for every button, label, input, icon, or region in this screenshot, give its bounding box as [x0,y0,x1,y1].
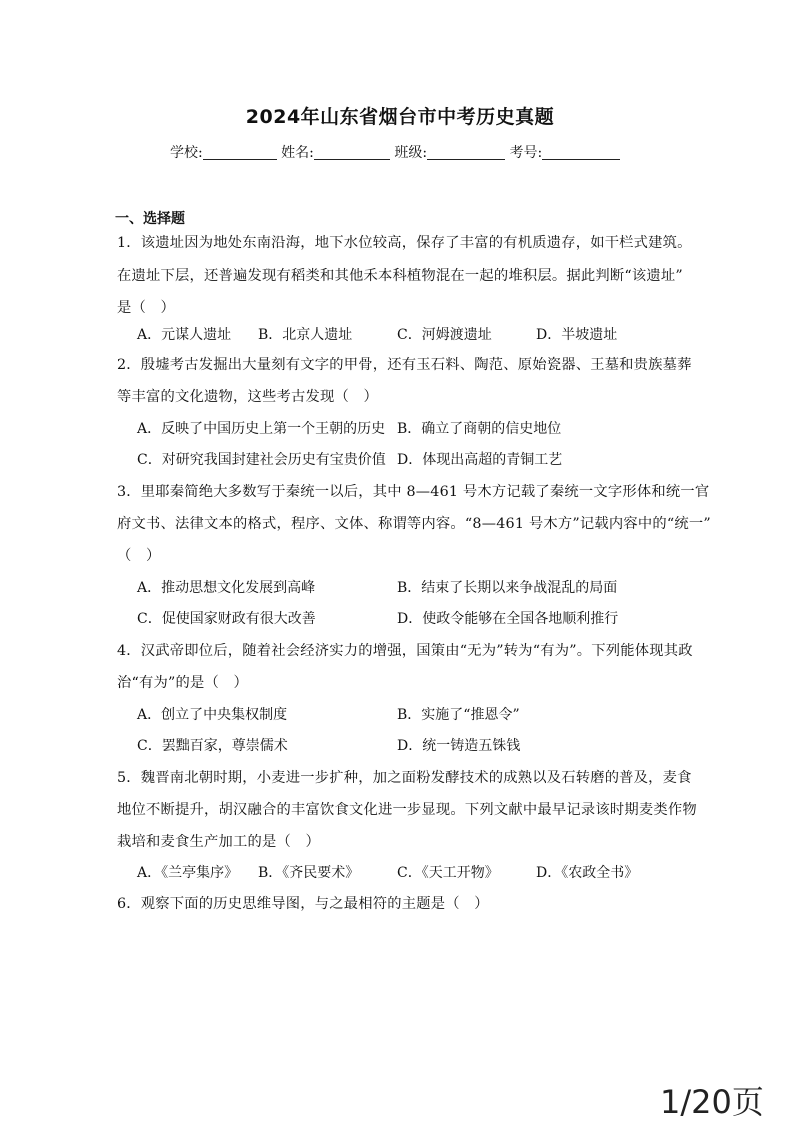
question-6-line: 6．观察下面的历史思维导图，与之最相符的主题是（ ） [117,896,489,912]
question-5-line: 地位不断提升，胡汉融合的丰富饮食文化进一步显现。下列文献中最早记录该时期麦类作物 [117,802,697,818]
page-indicator: 1/20页 [660,1083,764,1121]
question-3-line: 3．里耶秦简绝大多数写于秦统一以后，其中 8—461 号木方记载了秦统一文字形体和统一官 [117,484,710,500]
student-info-row [170,142,620,162]
question-4-line: 4．汉武帝即位后，随着社会经济实力的增强，国策由“无为”转为“有为”。下列能体现其政 [117,643,693,659]
question-5-line: 5．魏晋南北朝时期，小麦进一步扩种，加之面粉发酵技术的成熟以及石转磨的普及，麦食 [117,770,692,786]
name-label: 姓名: [281,145,314,161]
class-label: 班级: [394,145,428,161]
question-3-option-b: B．结束了长期以来争战混乱的局面 [397,580,618,596]
question-1-line: 是（ ） [117,300,175,316]
question-4-option-b: B．实施了“推恩令” [397,707,520,723]
question-2-option-c: C．对研究我国封建社会历史有宝贵价值 [137,452,386,468]
question-1-line: 1．该遗址因为地处东南沿海，地下水位较高，保存了丰富的有机质遗存，如干栏式建筑。 [117,235,692,251]
question-2-line: 2．殷墟考古发掘出大量刻有文字的甲骨，还有玉石料、陶范、原始瓷器、王墓和贵族墓葬 [117,357,692,373]
page-title: 2024年山东省烟台市中考历史真题 [245,106,555,128]
question-4-option-c: C．罢黜百家，尊崇儒术 [137,738,288,754]
question-1-option-a: A．元谋人遗址 [137,327,232,343]
question-1-option-d: D．半坡遗址 [536,327,618,343]
question-2-option-d: D．体现出高超的青铜工艺 [397,452,563,468]
question-5-option-d: D．《农政全书》 [536,865,639,881]
question-5-option-b: B．《齐民要术》 [258,865,360,881]
question-3-option-a: A．推动思想文化发展到高峰 [137,580,316,596]
class-blank [427,145,505,160]
question-2-line: 等丰富的文化遗物，这些考古发现（ ） [117,389,378,405]
question-1-option-c: C．河姆渡遗址 [397,327,492,343]
school-blank [203,145,277,160]
name-blank [314,145,390,160]
question-1-option-b: B．北京人遗址 [258,327,353,343]
section-title: 一、选择题 [115,211,185,227]
question-2-option-b: B．确立了商朝的信史地位 [397,421,562,437]
question-5-option-a: A．《兰亭集序》 [137,865,239,881]
question-2-option-a: A．反映了中国历史上第一个王朝的历史 [137,421,386,437]
question-1-line: 在遗址下层，还普遍发现有稻类和其他禾本科植物混在一起的堆积层。据此判断“该遗址” [117,268,683,284]
question-3-line: （ ） [117,548,161,564]
question-3-option-d: D．使政令能够在全国各地顺利推行 [397,611,619,627]
question-4-option-d: D．统一铸造五铢钱 [397,738,521,754]
exam-number-blank [542,145,620,160]
exam-number-label: 考号: [509,145,543,161]
question-4-line: 治“有为”的是（ ） [117,675,248,691]
question-5-line: 栽培和麦食生产加工的是（ ） [117,834,320,850]
question-5-option-c: C．《天工开物》 [397,865,499,881]
question-3-line: 府文书、法律文本的格式，程序、文体、称谓等内容。“8—461 号木方”记载内容中的“统一” [117,516,711,532]
question-3-option-c: C．促使国家财政有很大改善 [137,611,316,627]
school-label: 学校: [170,145,203,161]
question-4-option-a: A．创立了中央集权制度 [137,707,288,723]
